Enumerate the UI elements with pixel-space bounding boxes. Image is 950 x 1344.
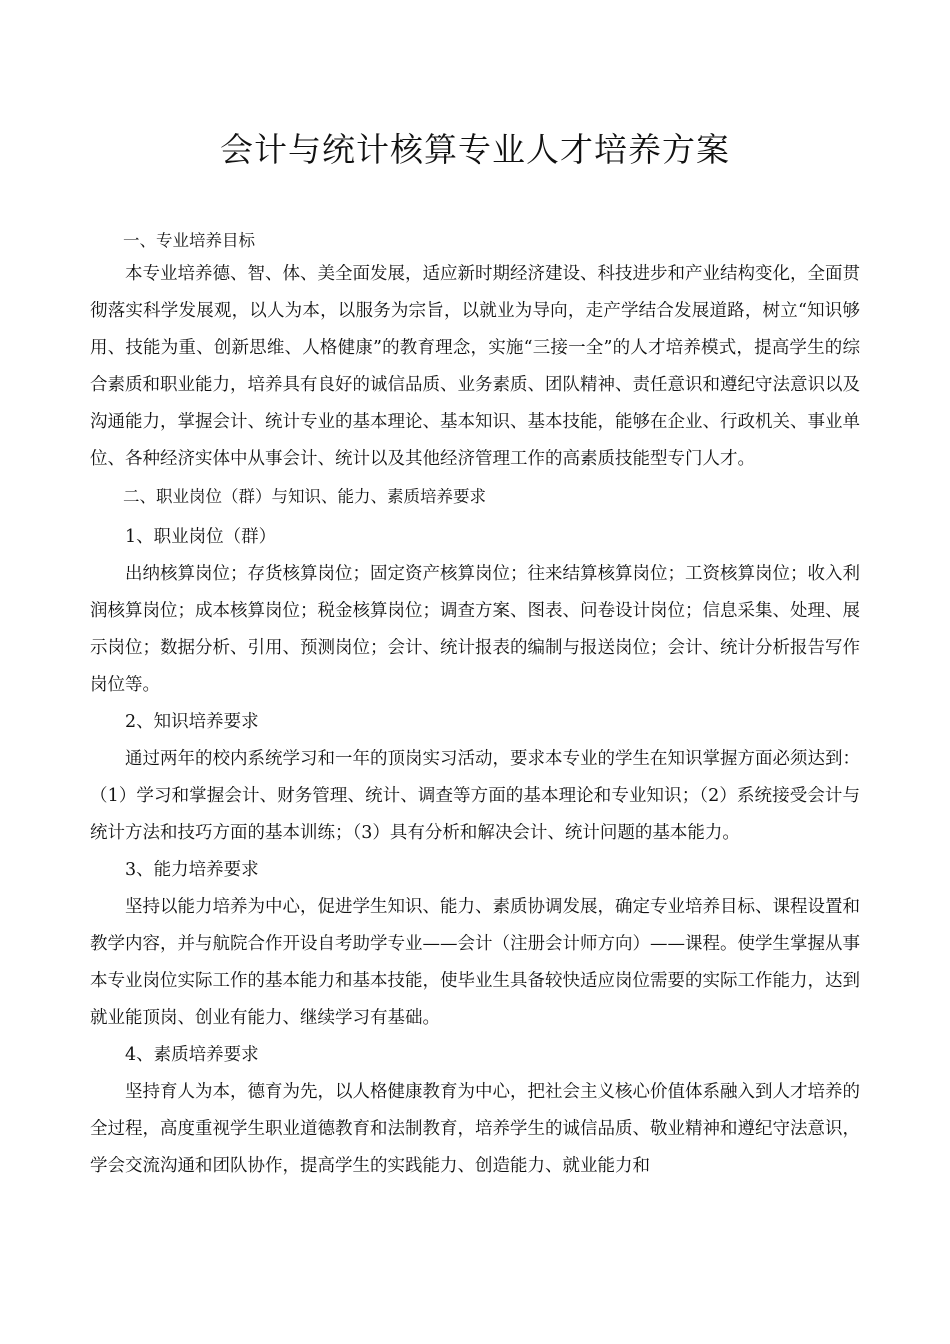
subheading-ability: 3、能力培养要求	[125, 860, 259, 880]
document-body	[90, 226, 860, 1185]
section-heading-requirements: 二、职业岗位（群）与知识、能力、素质培养要求	[123, 487, 486, 506]
paragraph-knowledge: 通过两年的校内系统学习和一年的顶岗实习活动，要求本专业的学生在知识掌握方面必须达到：（1）学习和掌握会计、财务管理、统计、调查等方面的基本理论和专业知识；（2）系统接受会计与统计方法和技巧方面的基本训练；（3）具有分析和解决会计、统计问题的基本能力。	[90, 749, 860, 843]
paragraph-training-goal: 本专业培养德、智、体、美全面发展，适应新时期经济建设、科技进步和产业结构变化，全面贯彻落实科学发展观，以人为本，以服务为宗旨，以就业为导向，走产学结合发展道路，树立“知识够用、技能为重、创新思维、人格健康”的教育理念，实施“三接一全”的人才培养模式，提高学生的综合素质和职业能力，培养具有良好的诚信品质、业务素质、团队精神、责任意识和遵纪守法意识以及沟通能力，掌握会计、统计专业的基本理论、基本知识、基本技能，能够在企业、行政机关、事业单位、各种经济实体中从事会计、统计以及其他经济管理工作的高素质技能型专门人才。	[90, 264, 860, 469]
section-heading-training-goal: 一、专业培养目标	[123, 231, 255, 250]
paragraph-job-positions: 出纳核算岗位；存货核算岗位；固定资产核算岗位；往来结算核算岗位；工资核算岗位；收入利润核算岗位；成本核算岗位；税金核算岗位；调查方案、图表、问卷设计岗位；信息采集、处理、展示岗位；数据分析、引用、预测岗位；会计、统计报表的编制与报送岗位；会计、统计分析报告写作岗位等。	[90, 564, 860, 695]
subheading-job-positions: 1、职业岗位（群）	[125, 527, 277, 547]
document-title: 会计与统计核算专业人才培养方案	[220, 130, 730, 169]
paragraph-ability: 坚持以能力培养为中心，促进学生知识、能力、素质协调发展，确定专业培养目标、课程设置和教学内容，并与航院合作开设自考助学专业——会计（注册会计师方向）——课程。使学生掌握从事本专业岗位实际工作的基本能力和基本技能，使毕业生具备较快适应岗位需要的实际工作能力，达到就业能顶岗、创业有能力、继续学习有基础。	[90, 897, 860, 1028]
subheading-quality: 4、素质培养要求	[125, 1045, 259, 1065]
paragraph-quality: 坚持育人为本，德育为先，以人格健康教育为中心，把社会主义核心价值体系融入到人才培养的全过程，高度重视学生职业道德教育和法制教育，培养学生的诚信品质、敬业精神和遵纪守法意识，学会交流沟通和团队协作，提高学生的实践能力、创造能力、就业能力和	[90, 1082, 860, 1176]
subheading-knowledge: 2、知识培养要求	[125, 712, 259, 732]
